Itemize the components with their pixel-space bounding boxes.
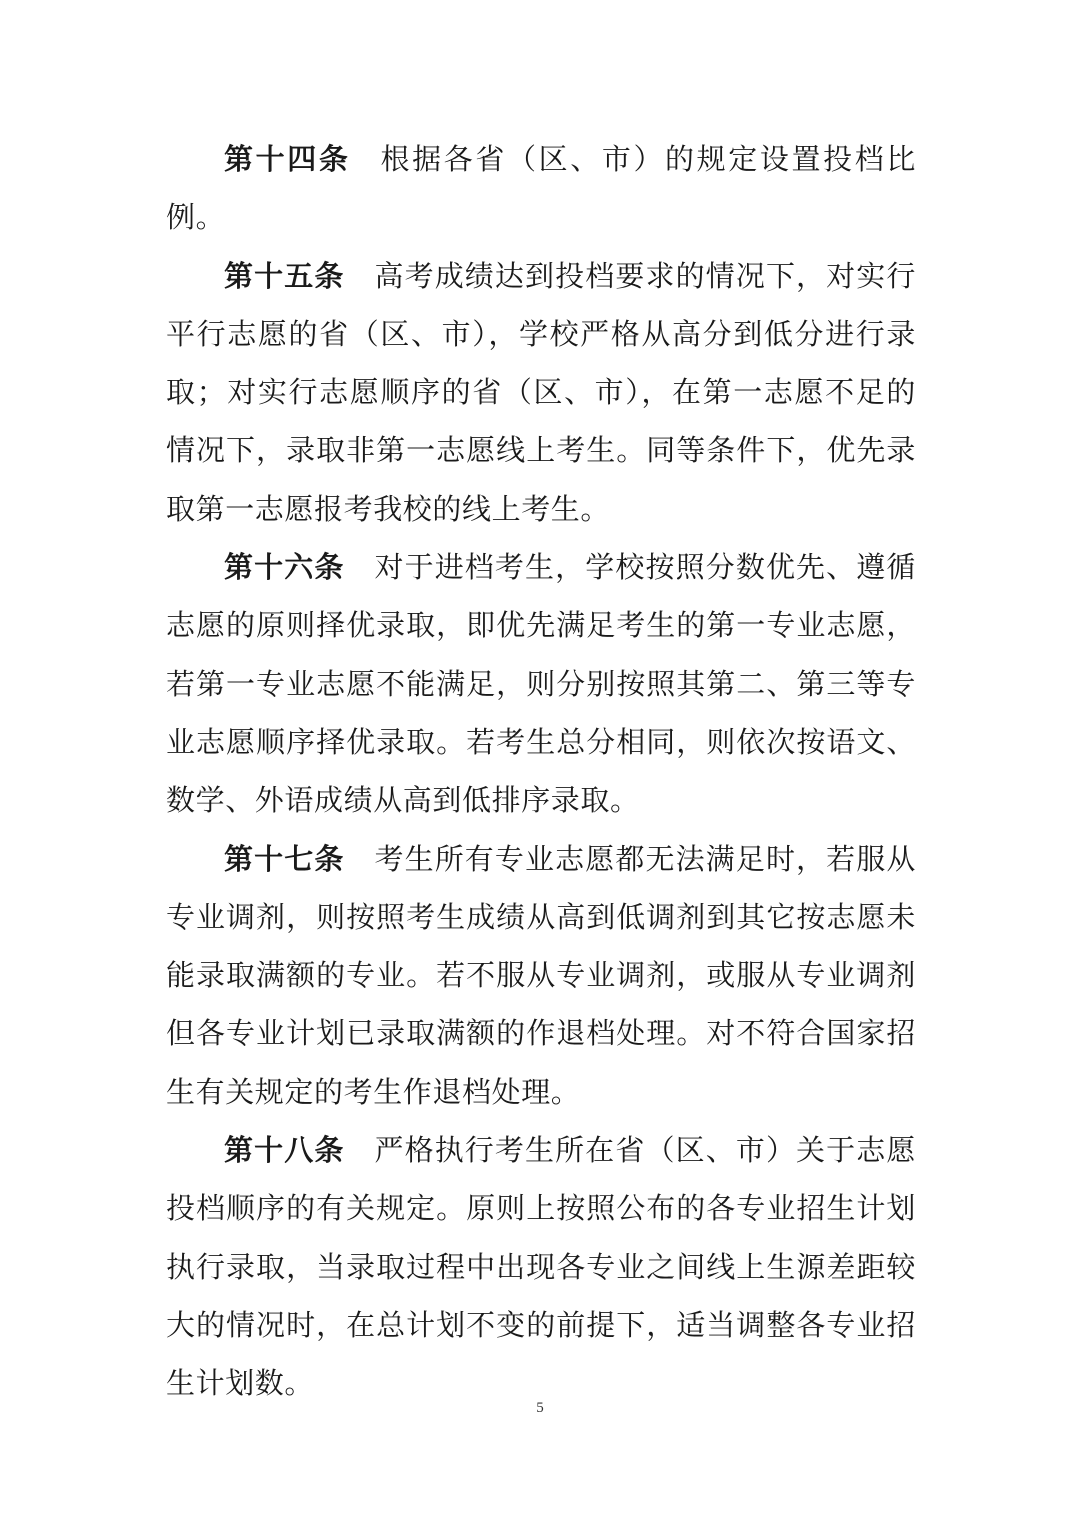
article-number: 第十八条	[224, 1133, 345, 1168]
article-text: 考生所有专业志愿都无法满足时，若服从专业调剂，则按照考生成绩从高到低调剂到其它按志愿未能录取满额的专业。若不服从专业调剂，或服从专业调剂但各专业计划已录取满额的作退档处理。对不符合国家招生有关规定的考生作退档处理。	[166, 841, 916, 1109]
article-16	[166, 538, 916, 829]
article-text: 严格执行考生所在省（区、市）关于志愿投档顺序的有关规定。原则上按照公布的各专业招生计划执行录取，当录取过程中出现各专业之间线上生源差距较大的情况时，在总计划不变的前提下，适当调整各专业招生计划数。	[166, 1133, 916, 1401]
article-text: 高考成绩达到投档要求的情况下，对实行平行志愿的省（区、市），学校严格从高分到低分进行录取；对实行志愿顺序的省（区、市），在第一志愿不足的情况下，录取非第一志愿线上考生。同等条件下，优先录取第一志愿报考我校的线上考生。	[166, 258, 916, 526]
article-number: 第十七条	[224, 841, 345, 876]
article-number: 第十六条	[224, 550, 345, 585]
article-18	[166, 1121, 916, 1412]
page-number: 5	[536, 1400, 544, 1416]
document-body	[166, 130, 916, 1413]
article-text: 根据各省（区、市）的规定设置投档比例。	[166, 142, 916, 235]
article-15	[166, 247, 916, 538]
article-text: 对于进档考生，学校按照分数优先、遵循志愿的原则择优录取，即优先满足考生的第一专业志愿，若第一专业志愿不能满足，则分别按照其第二、第三等专业志愿顺序择优录取。若考生总分相同，则依次按语文、数学、外语成绩从高到低排序录取。	[166, 550, 916, 818]
article-number: 第十五条	[224, 258, 345, 293]
article-17	[166, 830, 916, 1121]
article-number: 第十四条	[224, 142, 351, 176]
article-14	[166, 130, 916, 247]
